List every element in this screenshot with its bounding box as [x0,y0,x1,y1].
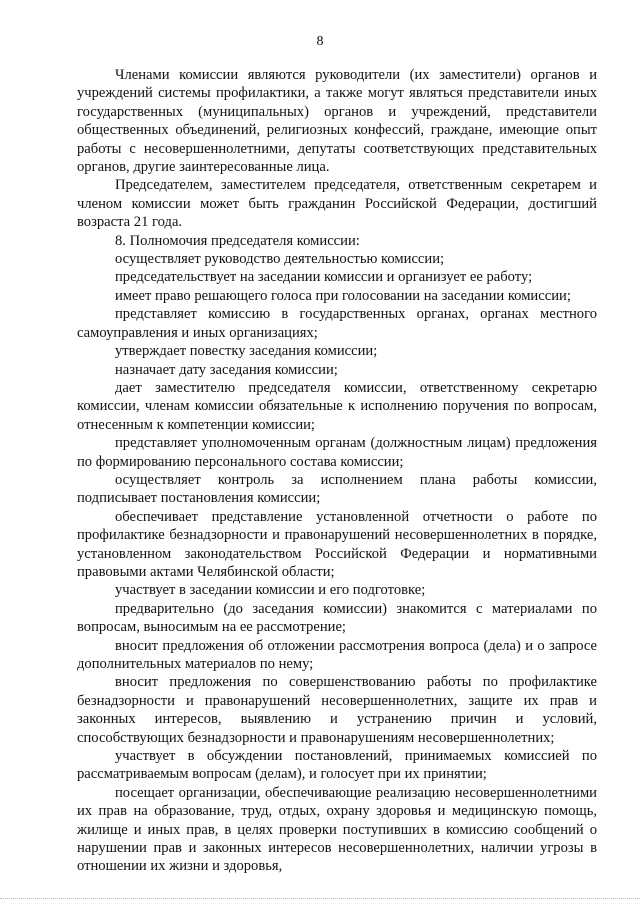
list-item: обеспечивает представление установленной отчетности о работе по профилактике безнадзорности и правонарушений несовершеннолетних в порядке, установленном законодательством Российской Федерации и нормативными правовыми актами Челябинской области; [77,508,597,580]
list-item: осуществляет контроль за исполнением плана работы комиссии, подписывает постановления комиссии; [77,471,597,507]
paragraph-commission-members: Членами комиссии являются руководители (их заместители) органов и учреждений системы профилактики, а также могут являться представители иных государственных (муниципальных) органов и учреждений, представители общественных объединений, религиозных конфессий, граждане, имеющие опыт работы с несовершеннолетними, депутаты соответствующих представительных органов, другие заинтересованные лица. [77,67,597,176]
list-item: участвует в обсуждении постановлений, принимаемых комиссией по рассматриваемым вопросам (делам), и голосует при их принятии; [77,748,597,783]
list-item: предварительно (до заседания комиссии) знакомится с материалами по вопросам, выносимым на ее рассмотрение; [77,600,597,636]
list-item: назначает дату заседания комиссии; [115,361,338,378]
list-item: осуществляет руководство деятельностью комиссии; [115,251,445,268]
list-item: представляет уполномоченным органам (должностным лицам) предложения по формированию персонального состава комиссии; [77,435,597,470]
list-item: имеет право решающего голоса при голосовании на заседании комиссии; [115,287,571,304]
list-item: дает заместителю председателя комиссии, ответственному секретарю комиссии, членам комиссии обязательные к исполнению поручения по вопросам, отнесенным к компетенции комиссии; [77,379,597,433]
page-number: 8 [316,34,324,49]
scan-edge-line [0,898,640,901]
list-item: вносит предложения по совершенствованию работы по профилактике безнадзорности и правонарушений несовершеннолетних, защите их прав и законных интересов, выявлению и устранению причин и условий, способствующих безнадзорности и правонарушениям несовершеннолетних; [77,674,597,746]
list-item: председательствует на заседании комиссии и организует ее работу; [115,269,533,286]
list-item: представляет комиссию в государственных органах, органах местного самоуправления и иных организациях; [77,306,597,341]
list-item: вносит предложения об отложении рассмотрения вопроса (дела) и о запросе дополнительных материалов по нему; [77,637,597,672]
list-item: утверждает повестку заседания комиссии; [115,343,378,360]
list-item: участвует в заседании комиссии и его подготовке; [115,582,426,599]
list-item: посещает организации, обеспечивающие реализацию несовершеннолетними их прав на образование, труд, отдых, охрану здоровья и медицинскую помощь, жилище и иных прав, в целях проверки поступивших в комиссию сообщений о нарушении прав и законных интересов несовершеннолетних, наличии угрозы в отношении их жизни и здоровья, [77,784,597,875]
section-heading-chair-powers: 8. Полномочия председателя комиссии: [115,232,360,249]
document-body [77,66,597,876]
paragraph-chair-eligibility: Председателем, заместителем председателя, ответственным секретарем и членом комиссии может быть гражданин Российской Федерации, достигший возраста 21 года. [77,177,597,231]
